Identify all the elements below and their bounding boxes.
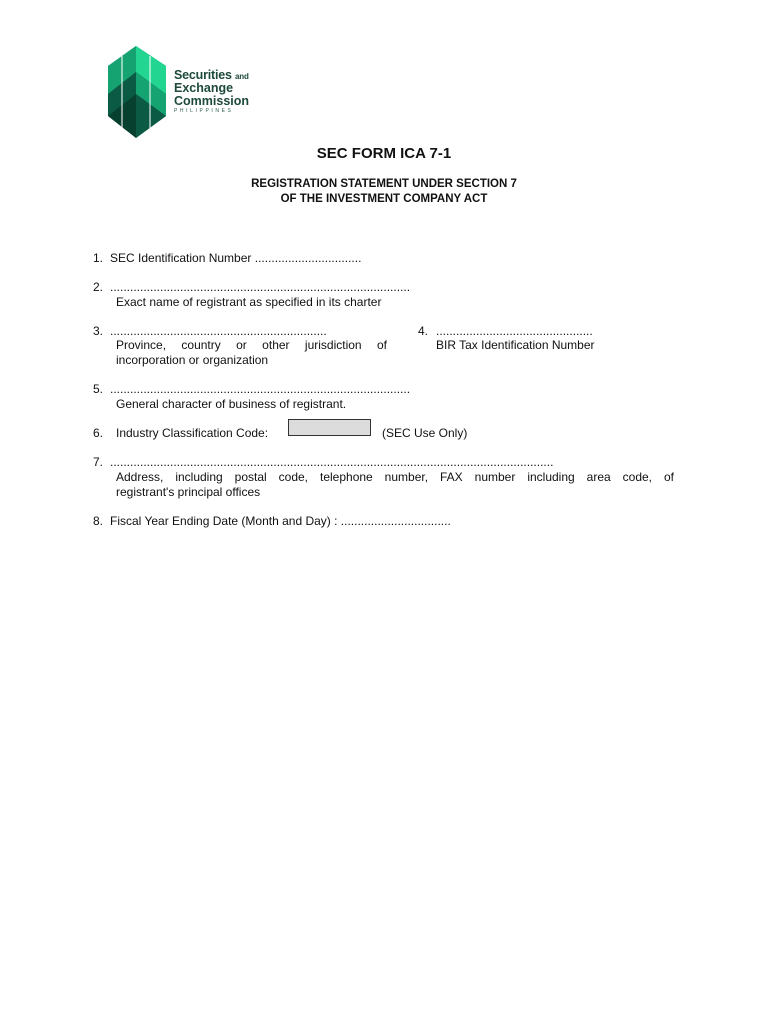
item-4-number: 4. [418,324,429,338]
item-7-address-field[interactable]: ..................................................................................................................................... [110,455,554,469]
item-7-caption-line1: Address, including postal code, telephone number, FAX number including area code, of [116,470,674,484]
industry-code-box[interactable] [288,419,371,436]
item-2-caption: Exact name of registrant as specified in its charter [116,295,382,309]
item-7-number: 7. [93,455,104,469]
item-6-note: (SEC Use Only) [382,426,468,440]
item-5-business-field[interactable]: .......................................................................................... [110,382,411,396]
item-4-caption: BIR Tax Identification Number [436,338,595,352]
item-5-caption: General character of business of registrant. [116,397,347,411]
item-2-registrant-name-field[interactable]: .......................................................................................... [110,280,411,294]
item-1-number: 1. [93,251,104,265]
form-subtitle-line2: OF THE INVESTMENT COMPANY ACT [280,193,488,205]
item-4-tin-field[interactable]: ............................................... [436,324,593,338]
form-title: SEC FORM ICA 7-1 [316,145,452,162]
item-7-caption-line2: registrant's principal offices [116,485,261,499]
item-3-jurisdiction-field[interactable]: ................................................................. [110,324,327,338]
item-8-fiscal-year-field[interactable]: Fiscal Year Ending Date (Month and Day) : ................................. [110,514,451,528]
item-1-sec-id-field[interactable]: SEC Identification Number ................................ [110,251,362,265]
item-2-number: 2. [93,280,104,294]
item-3-number: 3. [93,324,104,338]
item-6-label: Industry Classification Code: [116,426,269,440]
item-3-caption-line2: incorporation or organization [116,353,269,367]
item-8-number: 8. [93,514,104,528]
logo-text-securities: Securities and [174,68,249,82]
logo-text-philippines: PHILIPPINES [174,108,234,114]
sec-logo-emblem-icon [104,44,176,140]
form-subtitle-line1: REGISTRATION STATEMENT UNDER SECTION 7 [251,178,517,190]
item-6-number: 6. [93,426,104,440]
logo-text-commission: Commission [174,94,250,108]
logo-text-exchange: Exchange [174,81,234,95]
sec-logo [104,44,274,140]
item-5-number: 5. [93,382,104,396]
item-3-caption-line1: Province, country or other jurisdiction of [116,338,387,352]
